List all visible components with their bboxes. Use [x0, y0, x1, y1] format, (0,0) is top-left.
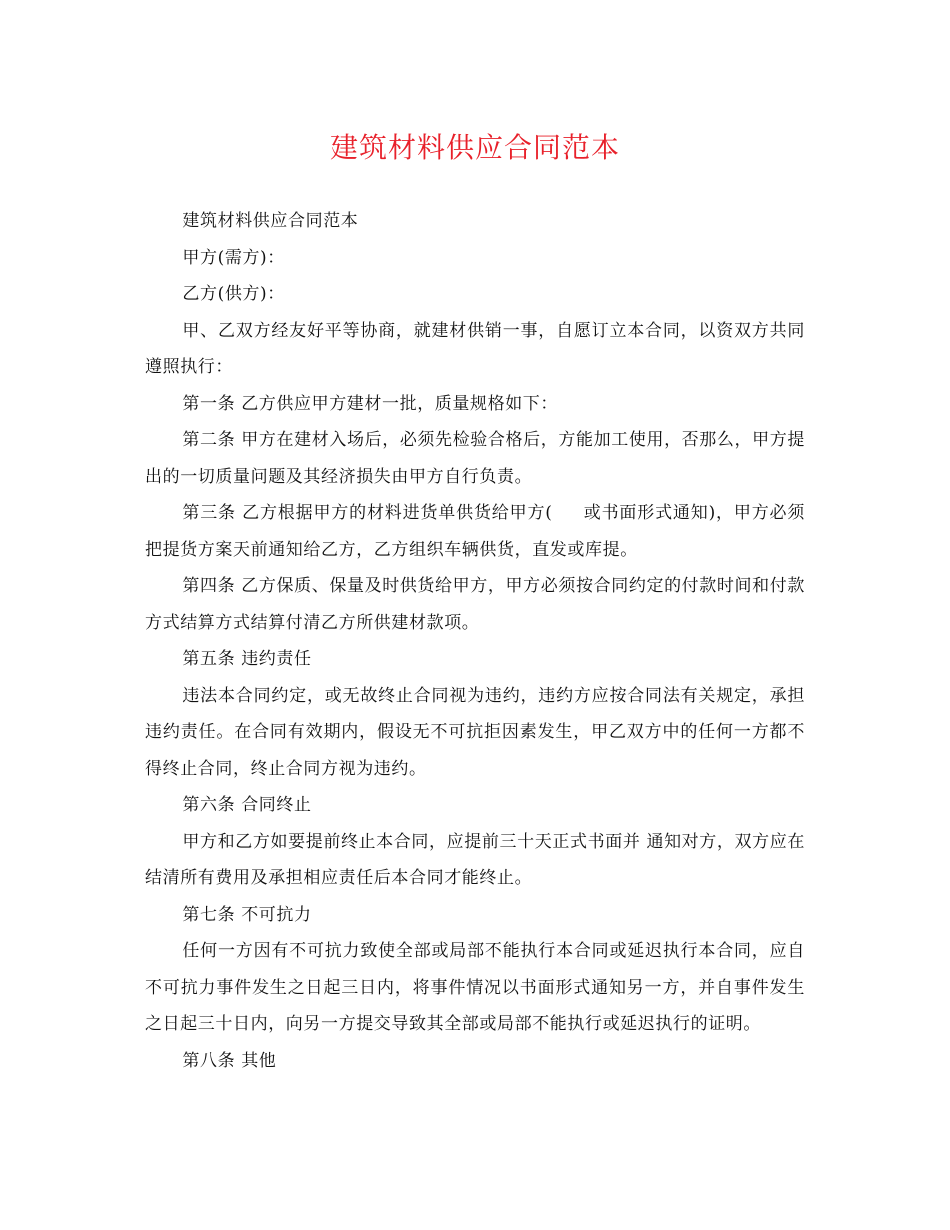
- party-b-line: 乙方(供方)：: [182, 284, 285, 304]
- article-8-heading: 第八条 其他: [182, 1050, 277, 1071]
- article-3: [145, 495, 805, 568]
- article-5-heading: 第五条 违约责任: [182, 649, 312, 669]
- article-3-part1: 第三条 乙方根据甲方的材料进货单供货给甲方(: [182, 503, 553, 523]
- article-6-heading: 第六条 合同终止: [182, 795, 312, 815]
- article-6-body: 甲方和乙方如要提前终止本合同，应提前三十天正式书面并 通知对方，双方应在结清所有费用及承担相应责任后本合同才能终止。: [145, 831, 805, 888]
- document-title: 建筑材料供应合同范本: [329, 131, 620, 164]
- article-7-body: 任何一方因有不可抗力致使全部或局部不能执行本合同或延迟执行本合同，应自不可抗力事件发生之日起三日内，将事件情况以书面形式通知另一方，并自事件发生之日起三十日内，向另一方提交导致其全部或局部不能执行或延迟执行的证明。: [145, 941, 805, 1034]
- document-body: [145, 203, 805, 1079]
- party-a-line: 甲方(需方)：: [182, 247, 285, 268]
- article-4: 第四条 乙方保质、保量及时供货给甲方，甲方必须按合同约定的付款时间和付款方式结算方式结算付清乙方所供建材款项。: [145, 576, 805, 633]
- article-1: 第一条 乙方供应甲方建材一批，质量规格如下：: [182, 393, 558, 414]
- article-2: 第二条 甲方在建材入场后，必须先检验合格后，方能加工使用，否那么，甲方提出的一切质量问题及其经济损失由甲方自行负责。: [145, 430, 805, 487]
- article-3-blank: [553, 503, 584, 523]
- article-3-part2: 或书面形式通知)，甲方必须把提货方案天前通知给乙方，乙方组织车辆供货，直发或库提。: [145, 503, 805, 560]
- preamble-paragraph: 甲、乙双方经友好平等协商，就建材供销一事，自愿订立本合同，以资双方共同遵照执行：: [145, 320, 805, 377]
- article-7-heading: 第七条 不可抗力: [182, 904, 312, 925]
- document-subtitle: 建筑材料供应合同范本: [182, 211, 359, 231]
- article-5-body: 违法本合同约定，或无故终止合同视为违约，违约方应按合同法有关规定，承担违约责任。在合同有效期内，假设无不可抗拒因素发生，甲乙双方中的任何一方都不得终止合同，终止合同方视为违约。: [145, 685, 805, 779]
